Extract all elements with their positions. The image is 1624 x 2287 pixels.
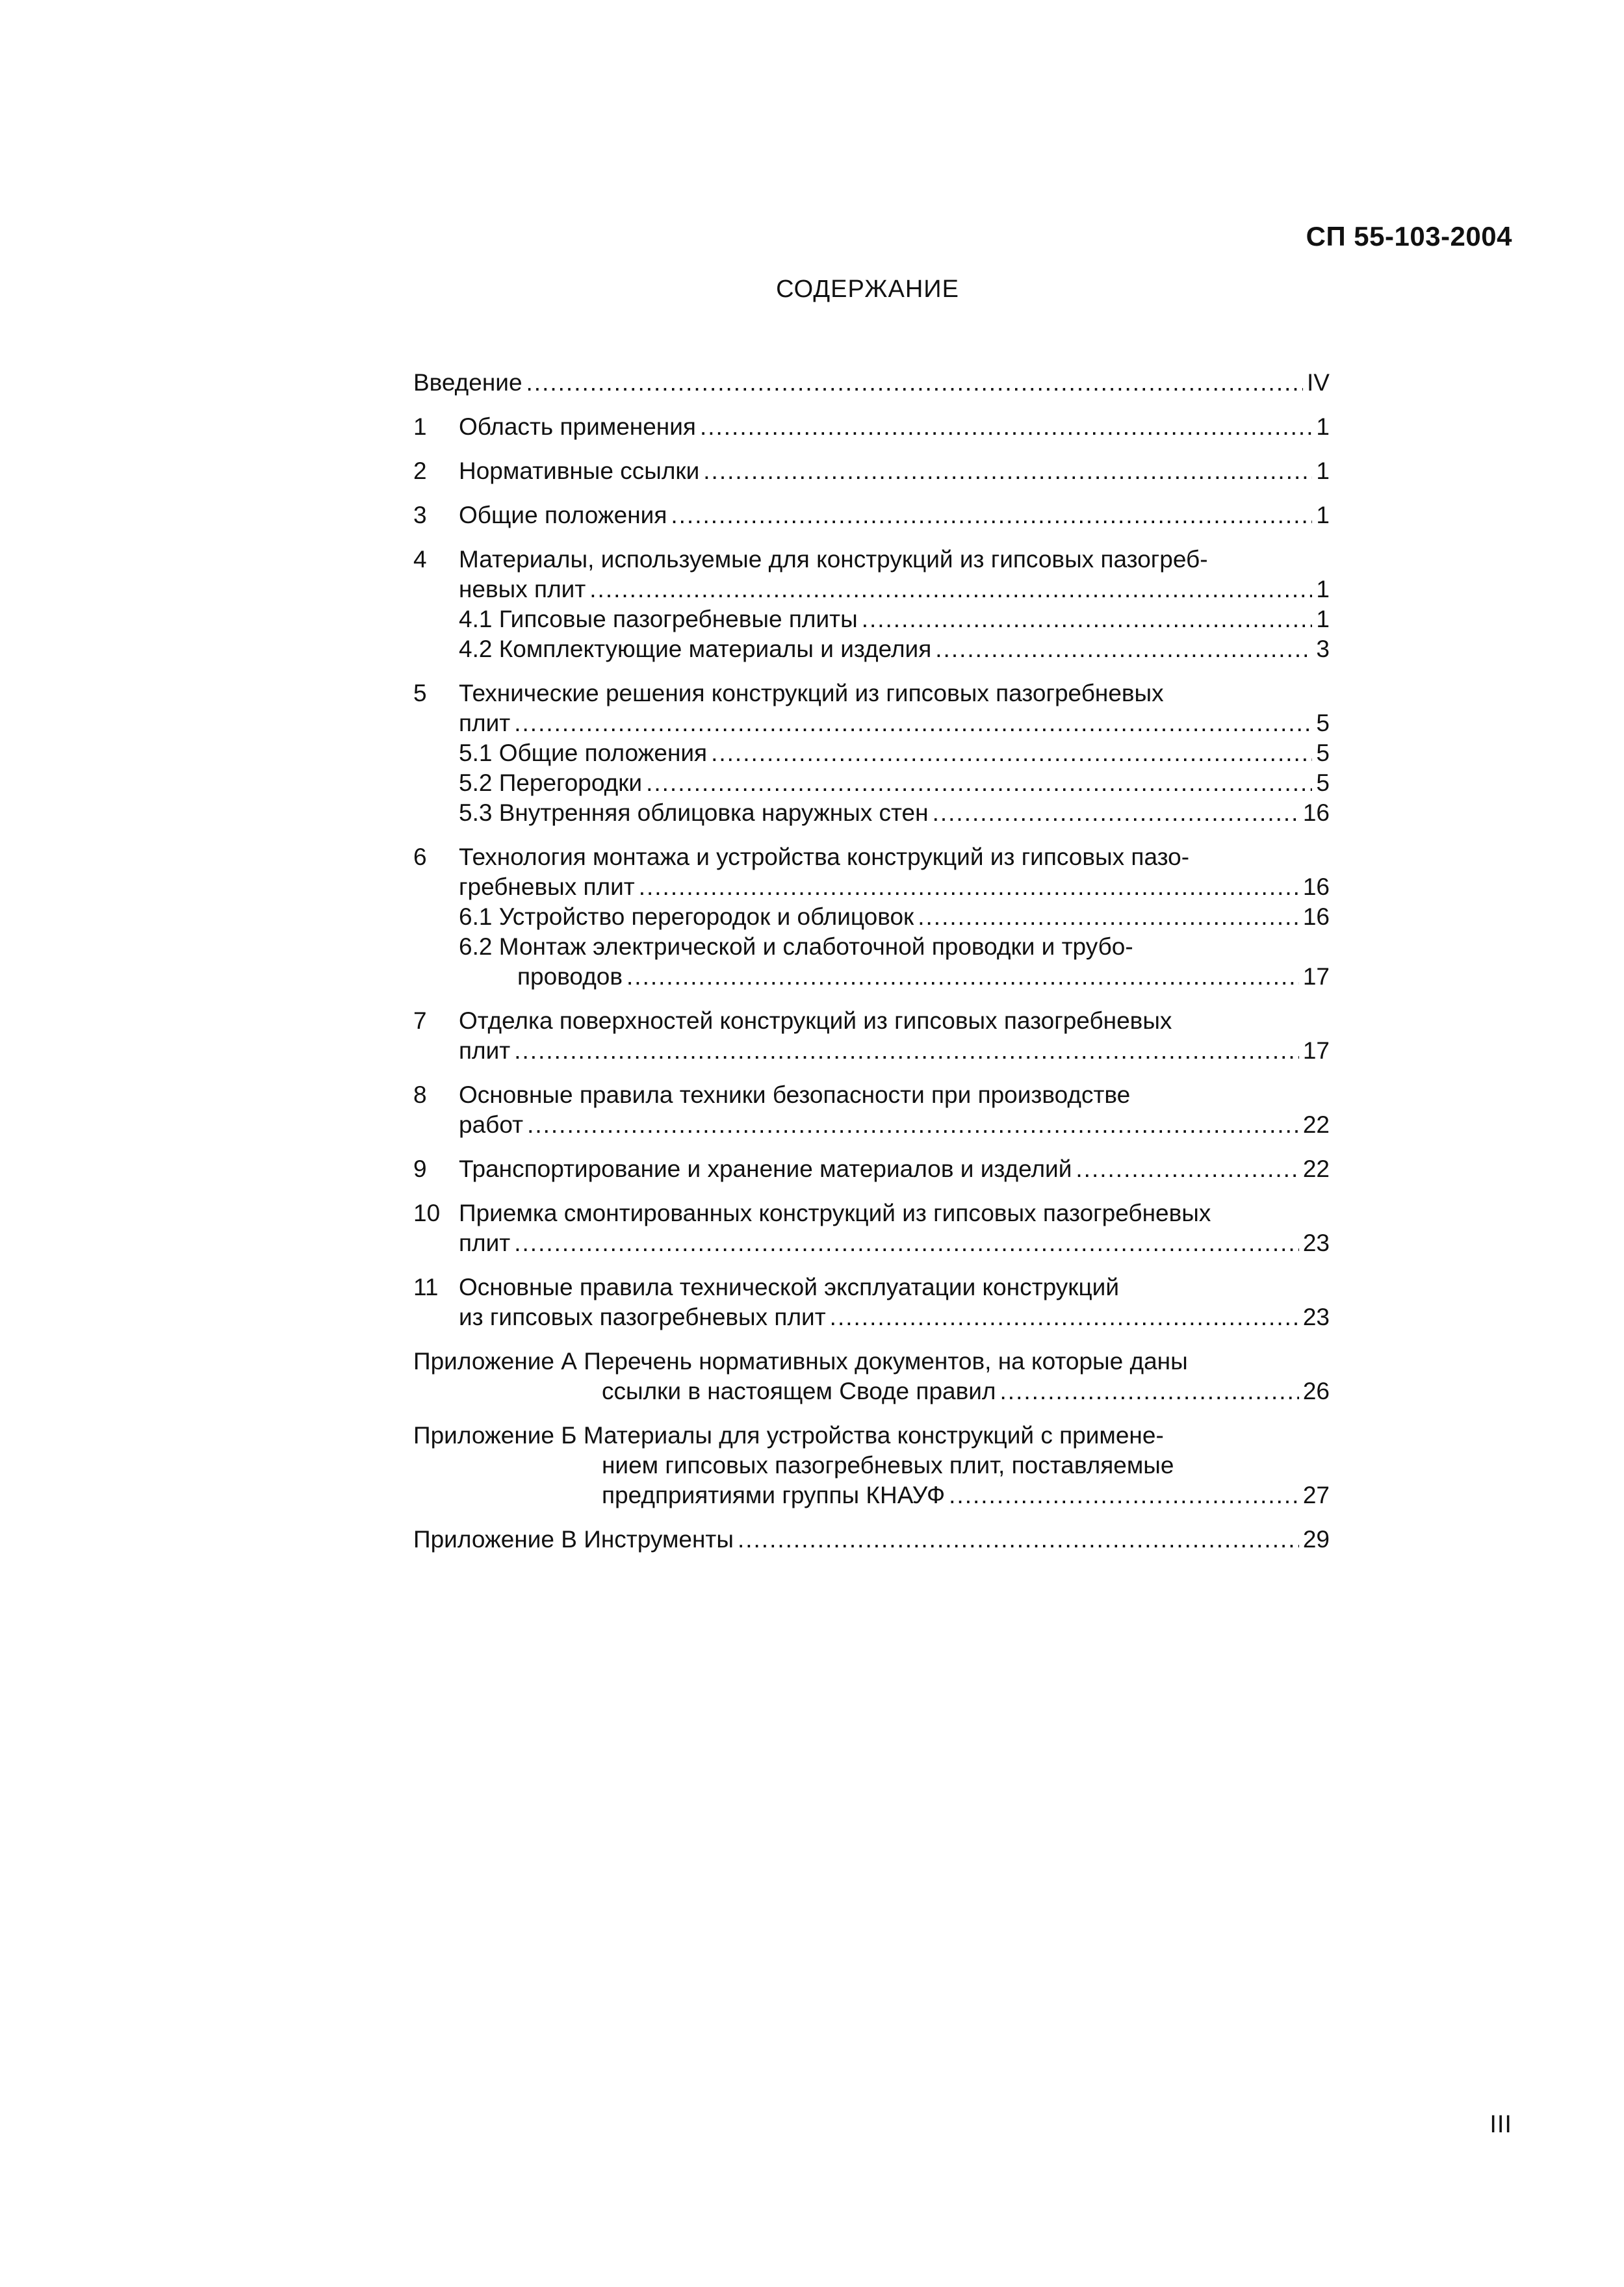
toc-label: Отделка поверхностей конструкций из гипсовых пазогребневых: [459, 1007, 1172, 1034]
leader-dots: [646, 768, 1312, 798]
toc-page: 5: [1316, 740, 1330, 766]
toc-label: Основные правила техники безопасности при производстве: [459, 1081, 1131, 1108]
toc-number: 11: [413, 1274, 439, 1300]
toc-page: 5: [1316, 769, 1330, 796]
toc-entry-appendix-a[interactable]: [413, 1347, 1330, 1406]
toc-page: 3: [1316, 636, 1330, 662]
toc-page: 1: [1316, 458, 1330, 484]
toc-page: 16: [1302, 799, 1330, 826]
toc-label: Технические решения конструкций из гипсовых пазогребневых: [459, 680, 1164, 706]
leader-dots: [639, 872, 1299, 902]
toc-label: Область применения: [459, 413, 696, 440]
toc-page: 22: [1302, 1111, 1330, 1138]
toc-number: 3: [413, 502, 427, 528]
toc-entry-1[interactable]: [413, 412, 1330, 442]
toc-label: Введение: [413, 369, 522, 396]
toc-subentry-5-1[interactable]: [413, 738, 1330, 768]
leader-dots: [700, 412, 1312, 442]
toc-number: 1: [413, 413, 427, 440]
toc-page: IV: [1307, 369, 1330, 396]
toc-entry-appendix-b[interactable]: [413, 1421, 1330, 1510]
toc-subentry-6-2[interactable]: [413, 932, 1330, 962]
leader-dots: [711, 738, 1312, 768]
leader-dots: [949, 1480, 1299, 1510]
toc-page: 23: [1302, 1304, 1330, 1330]
toc-entry-5[interactable]: [413, 678, 1330, 828]
toc-subentry-5-3[interactable]: [413, 798, 1330, 828]
toc-page: 16: [1302, 903, 1330, 930]
leader-dots: [626, 962, 1299, 992]
toc-label: 4.1 Гипсовые пазогребневые плиты: [459, 606, 858, 632]
leader-dots: [589, 575, 1312, 604]
toc-subentry-4-2[interactable]: [413, 634, 1330, 664]
toc-entry-4[interactable]: [413, 545, 1330, 664]
toc-label: Приложение Б Материалы для устройства конструкций с примене-: [413, 1422, 1164, 1449]
toc-subentry-4-1[interactable]: [413, 604, 1330, 634]
toc-number: 8: [413, 1081, 427, 1108]
toc-page: 1: [1316, 413, 1330, 440]
toc-page: 29: [1302, 1526, 1330, 1553]
toc-label-continued: плит: [459, 1037, 511, 1064]
leader-dots: [933, 798, 1299, 828]
leader-dots: [671, 500, 1312, 530]
toc-number: 7: [413, 1007, 427, 1034]
toc-label-continued: нием гипсовых пазогребневых плит, поставляемые: [602, 1452, 1174, 1479]
toc-label: 4.2 Комплектующие материалы и изделия: [459, 636, 932, 662]
toc-label: Нормативные ссылки: [459, 458, 700, 484]
toc-entry-8[interactable]: [413, 1080, 1330, 1140]
toc-page: 1: [1316, 576, 1330, 602]
toc-label-continued: работ: [459, 1111, 524, 1138]
document-code: СП 55-103-2004: [1306, 221, 1512, 252]
toc-entry-9[interactable]: [413, 1154, 1330, 1184]
leader-dots: [514, 1036, 1299, 1066]
toc-entry-10[interactable]: [413, 1198, 1330, 1258]
leader-dots: [1076, 1154, 1298, 1184]
toc-entry-3[interactable]: [413, 500, 1330, 530]
leader-dots: [514, 1228, 1299, 1258]
toc-page: 26: [1302, 1378, 1330, 1404]
page-number: III: [1489, 2111, 1512, 2138]
leader-dots: [935, 634, 1312, 664]
toc-label: Приемка смонтированных конструкций из гипсовых пазогребневых: [459, 1200, 1211, 1226]
toc-label: Общие положения: [459, 502, 667, 528]
toc-subentry-5-2[interactable]: [413, 768, 1330, 798]
toc-label-continued: из гипсовых пазогребневых плит: [459, 1304, 826, 1330]
toc-label: 5.1 Общие положения: [459, 740, 708, 766]
leader-dots: [526, 368, 1304, 398]
toc-label: Приложение В Инструменты: [413, 1526, 734, 1553]
toc-label: 5.3 Внутренняя облицовка наружных стен: [459, 799, 929, 826]
toc-entry-11[interactable]: [413, 1273, 1330, 1332]
leader-dots: [527, 1110, 1299, 1140]
toc-page: 1: [1316, 502, 1330, 528]
toc-label: Основные правила технической эксплуатации конструкций: [459, 1274, 1119, 1300]
toc-number: 6: [413, 844, 427, 870]
toc-label: Транспортирование и хранение материалов и изделий: [459, 1156, 1072, 1182]
toc-entry-2[interactable]: [413, 456, 1330, 486]
toc-entry-7[interactable]: [413, 1006, 1330, 1066]
toc-number: 10: [413, 1200, 441, 1226]
toc-number: 5: [413, 680, 427, 706]
toc-entry-6[interactable]: [413, 842, 1330, 992]
toc-label: 6.1 Устройство перегородок и облицовок: [459, 903, 914, 930]
leader-dots: [703, 456, 1312, 486]
toc-number: 9: [413, 1156, 427, 1182]
toc-label-continued: гребневых плит: [459, 873, 635, 900]
toc-page: 23: [1302, 1230, 1330, 1256]
toc-label-continued: плит: [459, 710, 511, 736]
toc-label-continued: предприятиями группы КНАУФ: [602, 1482, 946, 1508]
leader-dots: [514, 708, 1312, 738]
leader-dots: [830, 1302, 1299, 1332]
toc-label-continued: невых плит: [459, 576, 586, 602]
toc-subentry-6-1[interactable]: [413, 902, 1330, 932]
toc-label-continued: ссылки в настоящем Своде правил: [602, 1378, 996, 1404]
toc-entry-appendix-v[interactable]: [413, 1525, 1330, 1555]
toc-page: 1: [1316, 606, 1330, 632]
toc-number: 4: [413, 546, 427, 573]
toc-entry-intro[interactable]: [413, 368, 1330, 398]
leader-dots: [918, 902, 1299, 932]
leader-dots: [738, 1525, 1299, 1555]
toc-page: 16: [1302, 873, 1330, 900]
toc-label: 6.2 Монтаж электрической и слаботочной проводки и трубо-: [459, 933, 1133, 960]
toc-label-continued: плит: [459, 1230, 511, 1256]
toc-label: Приложение А Перечень нормативных документов, на которые даны: [413, 1348, 1188, 1375]
toc-label: Материалы, используемые для конструкций из гипсовых пазогреб-: [459, 546, 1208, 573]
page-title: СОДЕРЖАНИЕ: [776, 276, 959, 303]
toc-label-continued: проводов: [517, 963, 623, 990]
leader-dots: [1000, 1376, 1299, 1406]
toc-label: 5.2 Перегородки: [459, 769, 643, 796]
toc-page: 27: [1302, 1482, 1330, 1508]
toc-page: 22: [1302, 1156, 1330, 1182]
toc-page: 17: [1302, 1037, 1330, 1064]
toc-label: Технология монтажа и устройства конструкций из гипсовых пазо-: [459, 844, 1190, 870]
toc-page: 5: [1316, 710, 1330, 736]
table-of-contents: [413, 368, 1330, 1569]
leader-dots: [862, 604, 1313, 634]
toc-page: 17: [1302, 963, 1330, 990]
toc-number: 2: [413, 458, 427, 484]
